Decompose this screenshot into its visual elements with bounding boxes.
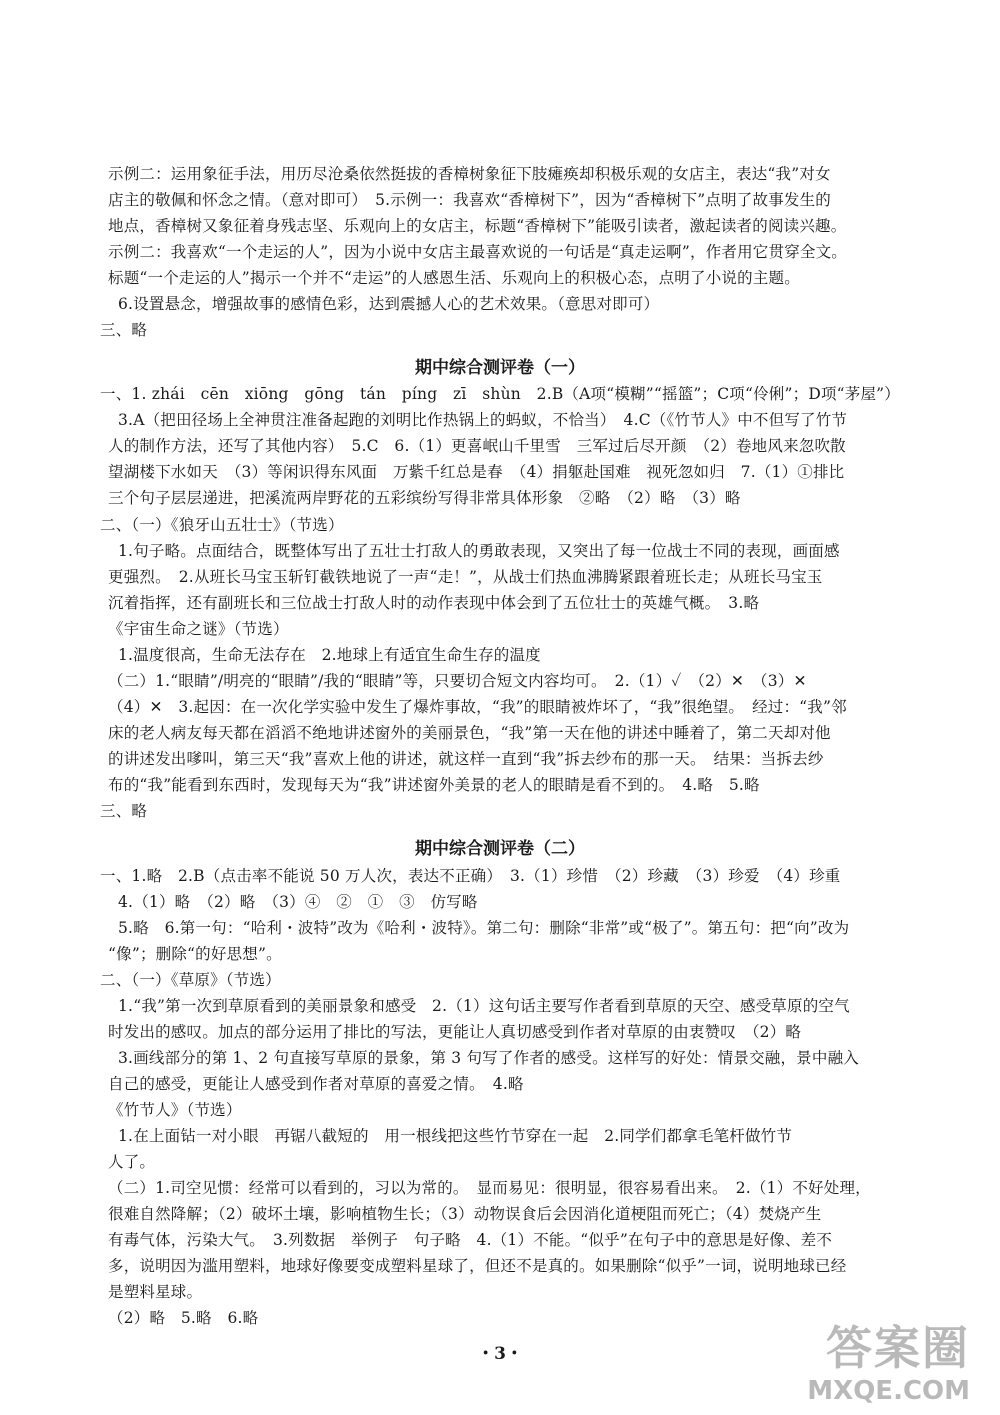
answer-line: 二、（一）《狼牙山五壮士》（节选） [100, 516, 344, 534]
section-heading-midterm-1: 期中综合测评卷（一） [415, 358, 585, 378]
answer-line: 人了。 [108, 1153, 156, 1171]
answer-line: 示例二：运用象征手法，用历尽沧桑依然挺拔的香樟树象征下肢瘫痪却积极乐观的女店主，表达“我”对女 [108, 165, 831, 183]
answer-line: 沉着指挥，还有副班长和三位战士打敌人时的动作表现中体会到了五位壮士的英雄气概。 3.略 [108, 594, 760, 612]
answer-line: 人的制作方法，还写了其他内容） 5.C 6.（1）更喜岷山千里雪 三军过后尽开颜 （2）卷地风来忽吹散 [108, 437, 846, 455]
answer-line: 多，说明因为滥用塑料，地球好像要变成塑料星球了，但还不是真的。如果删除“似乎”一词，说明地球已经 [108, 1257, 847, 1275]
answer-line: 布的“我”能看到东西时，发现每天为“我”讲述窗外美景的老人的眼睛是看不到的。 4.略 5.略 [108, 776, 760, 794]
answer-line: 三、略 [100, 802, 148, 820]
answer-line: 很难自然降解；（2）破坏土壤，影响植物生长；（3）动物误食后会因消化道梗阻而死亡；（4）焚烧产生 [108, 1205, 822, 1223]
answer-line-final: （2）略 5.略 6.略 [108, 1309, 259, 1327]
answer-line: 示例二：我喜欢“一个走运的人”，因为小说中女店主最喜欢说的一句话是“真走运啊”，作者用它贯穿全文。 [108, 243, 847, 261]
answer-line: 4.（1）略 （2）略 （3）④ ② ① ③ 仿写略 [118, 893, 478, 911]
answer-line: 3.A（把田径场上全神贯注准备起跑的刘明比作热锅上的蚂蚁，不恰当） 4.C（《竹节人》中不但写了竹节 [118, 411, 848, 429]
answer-line: 二、（一）《草原》（节选） [100, 971, 281, 989]
answer-line: 《竹节人》（节选） [108, 1101, 242, 1119]
answer-line: 三个句子层层递进，把溪流两岸野花的五彩缤纷写得非常具体形象 ②略 （2）略 （3）略 [108, 489, 741, 507]
section-heading-midterm-2: 期中综合测评卷（二） [415, 839, 585, 859]
answer-line: 1.温度很高，生命无法存在 2.地球上有适宜生命生存的温度 [118, 646, 541, 664]
answer-line: 三、略 [100, 321, 148, 339]
answer-line: 3.画线部分的第 1、2 句直接写草原的景象，第 3 句写了作者的感受。这样写的好处：情景交融，景中融入 [118, 1049, 859, 1067]
answer-line: 5.略 6.第一句：“哈利・波特”改为《哈利・波特》。第二句：删除“非常”或“极了”。第五句：把“向”改为 [118, 919, 850, 937]
answer-line: 一、1. zhái cēn xiōng gōng tán píng zī shùn 2.B（A项“模糊”“摇篮”；C项“伶俐”；D项“茅屋”） [100, 385, 901, 403]
answer-line: 床的老人病友每天都在滔滔不绝地讲述窗外的美丽景色，“我”第一天在他的讲述中睡着了，第二天却对他 [108, 724, 831, 742]
answer-line: 自己的感受，更能让人感受到作者对草原的喜爱之情。 4.略 [108, 1075, 524, 1093]
answer-line: 更强烈。 2.从班长马宝玉斩钉截铁地说了一声“走！”，从战士们热血沸腾紧跟着班长走；从班长马宝玉 [108, 568, 823, 586]
answer-line: 店主的敬佩和怀念之情。（意对即可） 5.示例一：我喜欢“香樟树下”，因为“香樟树下”点明了故事发生的 [108, 191, 831, 209]
answer-line: （4）✕ 3.起因：在一次化学实验中发生了爆炸事故，“我”的眼睛被炸坏了，“我”很绝望。 经过：“我”邻 [108, 698, 847, 716]
answer-line: 标题“一个走运的人”揭示一个并不“走运”的人感恩生活、乐观向上的积极心态，点明了小说的主题。 [108, 269, 800, 287]
answer-line: 1.“我”第一次到草原看到的美丽景象和感受 2.（1）这句话主要写作者看到草原的天空、感受草原的空气 [118, 997, 850, 1015]
answer-line: 《宇宙生命之谜》（节选） [108, 620, 289, 638]
watermark-url: MXQE.COM [807, 1376, 970, 1406]
answer-line: 是塑料星球。 [108, 1283, 203, 1301]
answer-line: 1.在上面钻一对小眼 再锯八截短的 用一根线把这些竹节穿在一起 2.同学们都拿毛笔杆做竹节 [118, 1127, 793, 1145]
answer-line: 1.句子略。点面结合，既整体写出了五壮士打敌人的勇敢表现，又突出了每一位战士不同的表现，画面感 [118, 542, 840, 560]
answer-line: （二）1.司空见惯：经常可以看到的，习以为常的。 显而易见：很明显，很容易看出来。 2.（1）不好处理， [108, 1179, 871, 1197]
answer-line: “像”；删除“的好思想”。 [108, 945, 282, 963]
answer-line: 的讲述发出嗲叫，第三天“我”喜欢上他的讲述，就这样一直到“我”拆去纱布的那一天。 结果：当拆去纱 [108, 750, 824, 768]
answer-line: 6.设置悬念，增强故事的感情色彩，达到震撼人心的艺术效果。（意思对即可） [118, 295, 660, 313]
answer-line: 时发出的感叹。加点的部分运用了排比的写法，更能让人真切感受到作者对草原的由衷赞叹 （2）略 [108, 1023, 802, 1041]
answer-line: 有毒气体，污染大气。 3.列数据 举例子 句子略 4.（1）不能。“似乎”在句子中的意思是好像、差不 [108, 1231, 833, 1249]
answer-line: 一、1.略 2.B（点击率不能说 50 万人次，表达不正确） 3.（1）珍惜 （2）珍藏 （3）珍爱 （4）珍重 [100, 867, 841, 885]
watermark-mark: 答案圈 [826, 1321, 970, 1375]
answer-line: （二）1.“眼睛”/明亮的“眼睛”/我的“眼睛”等，只要切合短文内容均可。 2.（1）✓ （2）✕ （3）✕ [108, 672, 807, 690]
answer-line: 望湖楼下水如天 （3）等闲识得东风面 万紫千红总是春 （4）捐躯赴国难 视死忽如归 7.（1）①排比 [108, 463, 845, 481]
page-number: ・3・ [477, 1344, 523, 1364]
answer-line: 地点，香樟树又象征着身残志坚、乐观向上的女店主，标题“香樟树下”能吸引读者，激起读者的阅读兴趣。 [108, 217, 847, 235]
